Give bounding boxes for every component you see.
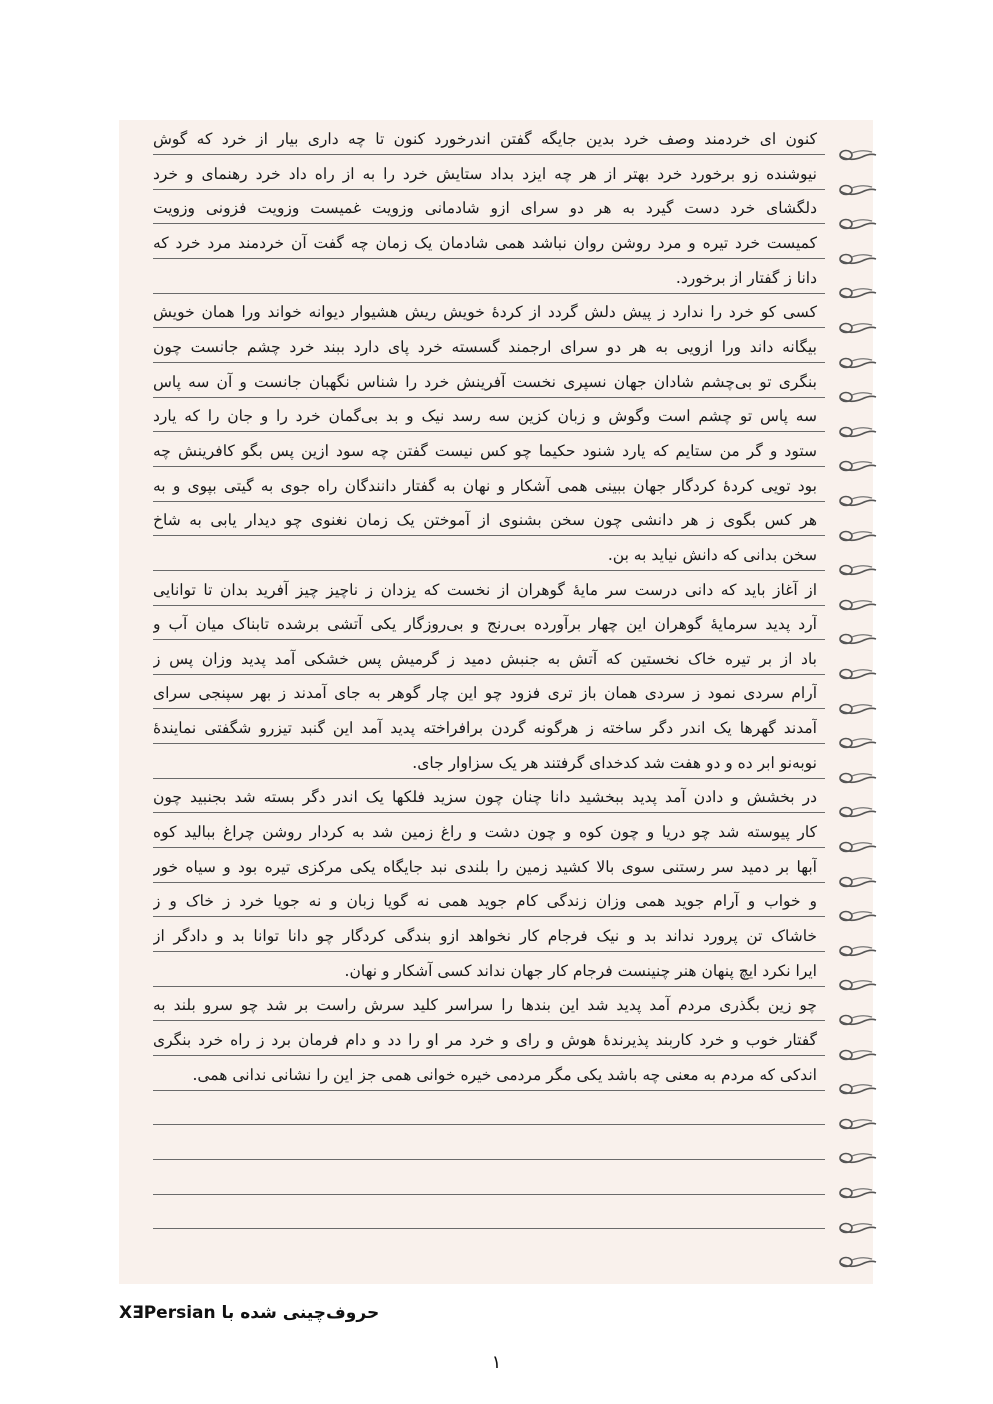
ruled-line xyxy=(153,293,825,294)
text-line: نوبه‌نو ابر ده و دو هفت شد کدخدای گرفتند هر یک سزاوار جای. xyxy=(412,753,817,772)
binding-ring-icon xyxy=(836,317,882,339)
text-line: آرام سردی نمود ز سردی همان باز تری فزود چو این چار گوهر به جای آمدند ز بهر سپنجی سرای xyxy=(153,684,817,703)
typeset-credit: حروف‌چینی شده با XƎPersian xyxy=(119,1303,380,1323)
binding-ring-icon xyxy=(836,663,882,685)
binding-ring-icon xyxy=(836,974,882,996)
binding-ring-icon xyxy=(836,801,882,823)
text-line: اندکی که مردم به معنی چه باشد یکی مگر مردمی خیره خوانی همی جز این را نشانی ندانی همی. xyxy=(192,1065,817,1084)
text-line: گفتار خوب و خرد کاربند پذیرندهٔ هوش و رای و خرد مر او را دد و دام فرمان برد ز راه خرد بنگری xyxy=(153,1030,817,1049)
text-line: بود تویی کردهٔ کردگار جهان ببینی همی آشکار و نهان به گفتار دانندگان راه جوی به گیتی بپوی و به xyxy=(153,476,817,495)
ruled-line xyxy=(153,570,825,571)
ruled-line xyxy=(153,535,825,536)
binding-ring-icon xyxy=(836,871,882,893)
ruled-line xyxy=(153,327,825,328)
ruled-line xyxy=(153,223,825,224)
binding-ring-icon xyxy=(836,905,882,927)
ruled-line xyxy=(153,916,825,917)
ruled-line xyxy=(153,778,825,779)
binding-ring-icon xyxy=(836,386,882,408)
binding-ring-icon xyxy=(836,1147,882,1169)
ruled-line xyxy=(153,951,825,952)
ruled-line xyxy=(153,708,825,709)
ruled-line xyxy=(153,674,825,675)
binding-ring-icon xyxy=(836,1182,882,1204)
binding-ring-icon xyxy=(836,628,882,650)
page-number: ۱ xyxy=(491,1352,502,1373)
text-line: بیگانه داند ورا ازویی به هر دو سرای ارجمند گسسته خرد پای دارد ببند خرد چشم جانست چون xyxy=(153,337,817,356)
binding-ring-icon xyxy=(836,1113,882,1135)
ruled-line xyxy=(153,605,825,606)
text-line: از آغاز باید که دانی درست سر مایهٔ گوهران از نخست که یزدان ز ناچیز چیز آفرید بدان تا توانایی xyxy=(153,580,817,599)
ruled-line xyxy=(153,189,825,190)
binding-ring-icon xyxy=(836,455,882,477)
binding-ring-icon xyxy=(836,559,882,581)
text-line: دانا ز گفتار از برخورد. xyxy=(675,268,817,287)
text-line: خاشاک تن پرورد نداند بد و نیک فرجام کار نخواهد ازو بندگی کردگار چو دانا توانا بد و دادگر از xyxy=(153,926,817,945)
binding-ring-icon xyxy=(836,282,882,304)
ruled-line xyxy=(153,743,825,744)
binding-ring-icon xyxy=(836,248,882,270)
ruled-line xyxy=(153,431,825,432)
text-line: در بخشش و دادن آمد پدید ببخشید دانا چنان چون سزید فلکها یک اندر دگر بسته شد بجنبید چون xyxy=(153,788,817,807)
binding-ring-icon xyxy=(836,1044,882,1066)
ruled-line xyxy=(153,466,825,467)
text-line: کنون ای خردمند وصف خرد بدین جایگه گفتن اندرخورد کنون تا چه داری بیار از خرد که گوش xyxy=(153,130,817,148)
ruled-line xyxy=(153,1194,825,1195)
ruled-line xyxy=(153,1159,825,1160)
text-line: بنگری تو بی‌چشم شادان جهان نسپری نخست آفرینش خرد را شناس نگهبان جانست و آن سه پاس xyxy=(153,372,817,391)
binding-ring-icon xyxy=(836,213,882,235)
ruled-line xyxy=(153,1124,825,1125)
text-line: کار پیوسته شد چو دریا و چون کوه و چون دشت و راغ زمین شد به کردار روشن چراغ ببالید کوه xyxy=(153,823,817,841)
ruled-line xyxy=(153,1228,825,1229)
ruled-line xyxy=(153,882,825,883)
binding-ring-icon xyxy=(836,490,882,512)
binding-ring-icon xyxy=(836,732,882,754)
text-line: هر کس بگوی ز هر دانشی چون سخن بشنوی از آموختن یک زمان نغنوی چو دیدار یابی به شاخ xyxy=(153,511,817,530)
text-line: آبها بر دمید سر رستنی سوی بالا کشید زمین را بلندی نبد جایگاه یکی مرکزی تیره بود و سیاه خور xyxy=(153,857,817,876)
ruled-line xyxy=(153,1055,825,1056)
ruled-line xyxy=(153,154,825,155)
text-line: چو زین بگذری مردم آمد پدید شد این بندها را سراسر کلید سرش راست بر شد چو سرو بلند به xyxy=(153,996,817,1015)
ruled-line xyxy=(153,847,825,848)
text-line: نیوشنده زو برخورد خرد بهتر از هر چه ایزد بداد ستایش خرد را به از راه داد خرد رهنمای و خرد xyxy=(153,164,817,183)
binding-ring-icon xyxy=(836,594,882,616)
binding-ring-icon xyxy=(836,525,882,547)
text-line: آمدند گهرها یک اندر دگر ساخته ز هرگونه گردن برافراخته پدید آمد این گنبد تیزرو شگفتی نمایندهٔ xyxy=(153,719,817,737)
binding-ring-icon xyxy=(836,1217,882,1239)
text-line: سخن بدانی که دانش نیاید به بن. xyxy=(607,545,817,564)
text-line: سه پاس تو چشم است وگوش و زبان کزین سه رسد نیک و بد بی‌گمان خرد را و جان را که یارد xyxy=(153,407,817,426)
ruled-line xyxy=(153,1020,825,1021)
binding-ring-icon xyxy=(836,1009,882,1031)
ruled-line xyxy=(153,258,825,259)
text-line: باد از بر تیره خاک نخستین که آتش به جنبش دمید ز گرمیش پس خشکی آمد پدید وزان پس ز xyxy=(153,649,817,668)
ruled-line xyxy=(153,812,825,813)
text-line: آرد پدید سرمایهٔ گوهران این چهار برآورده بی‌رنج و بی‌روزگار یکی آتشی برشده تابناک میان آب و xyxy=(153,615,817,634)
binding-ring-icon xyxy=(836,940,882,962)
text-line: کسی کو خرد را ندارد ز پیش دلش گردد از کردهٔ خویش ریش هشیوار دیوانه خواند ورا همان خویش xyxy=(153,303,817,322)
binding-ring-icon xyxy=(836,1078,882,1100)
binding-ring-icon xyxy=(836,179,882,201)
binding-ring-icon xyxy=(836,421,882,443)
text-line: دلگشای خرد دست گیرد به هر دو سرای ازو شادمانی وزویت غمیست وزویت فزونی وزویت xyxy=(153,199,817,218)
ruled-line xyxy=(153,1090,825,1091)
text-line: ایرا نکرد ایچ پنهان هنر چنینست فرجام کار جهان نداند کسی آشکار و نهان. xyxy=(344,961,817,980)
binding-ring-icon xyxy=(836,767,882,789)
ruled-line xyxy=(153,397,825,398)
ruled-line xyxy=(153,986,825,987)
ruled-line xyxy=(153,501,825,502)
ruled-line xyxy=(153,639,825,640)
binding-ring-icon xyxy=(836,352,882,374)
text-line: ستود و گر من ستایم که یارد شنود حکیما چو کس نیست گفتن چه سود ازین پس بگو کافرینش چه xyxy=(153,441,817,460)
binding-ring-icon xyxy=(836,144,882,166)
text-line: و خواب و آرام جوید همی وزان زندگی کام جوید همی نه گویا زبان و نه جویا خرد ز خاک و ز xyxy=(153,892,817,911)
binding-ring-icon xyxy=(836,1251,882,1273)
text-line: کمیست خرد تیره و مرد روشن روان نباشد همی شادمان یک زمان چه گفت آن خردمند مرد خرد که xyxy=(153,233,817,252)
binding-ring-icon xyxy=(836,836,882,858)
binding-ring-icon xyxy=(836,698,882,720)
ruled-line xyxy=(153,362,825,363)
